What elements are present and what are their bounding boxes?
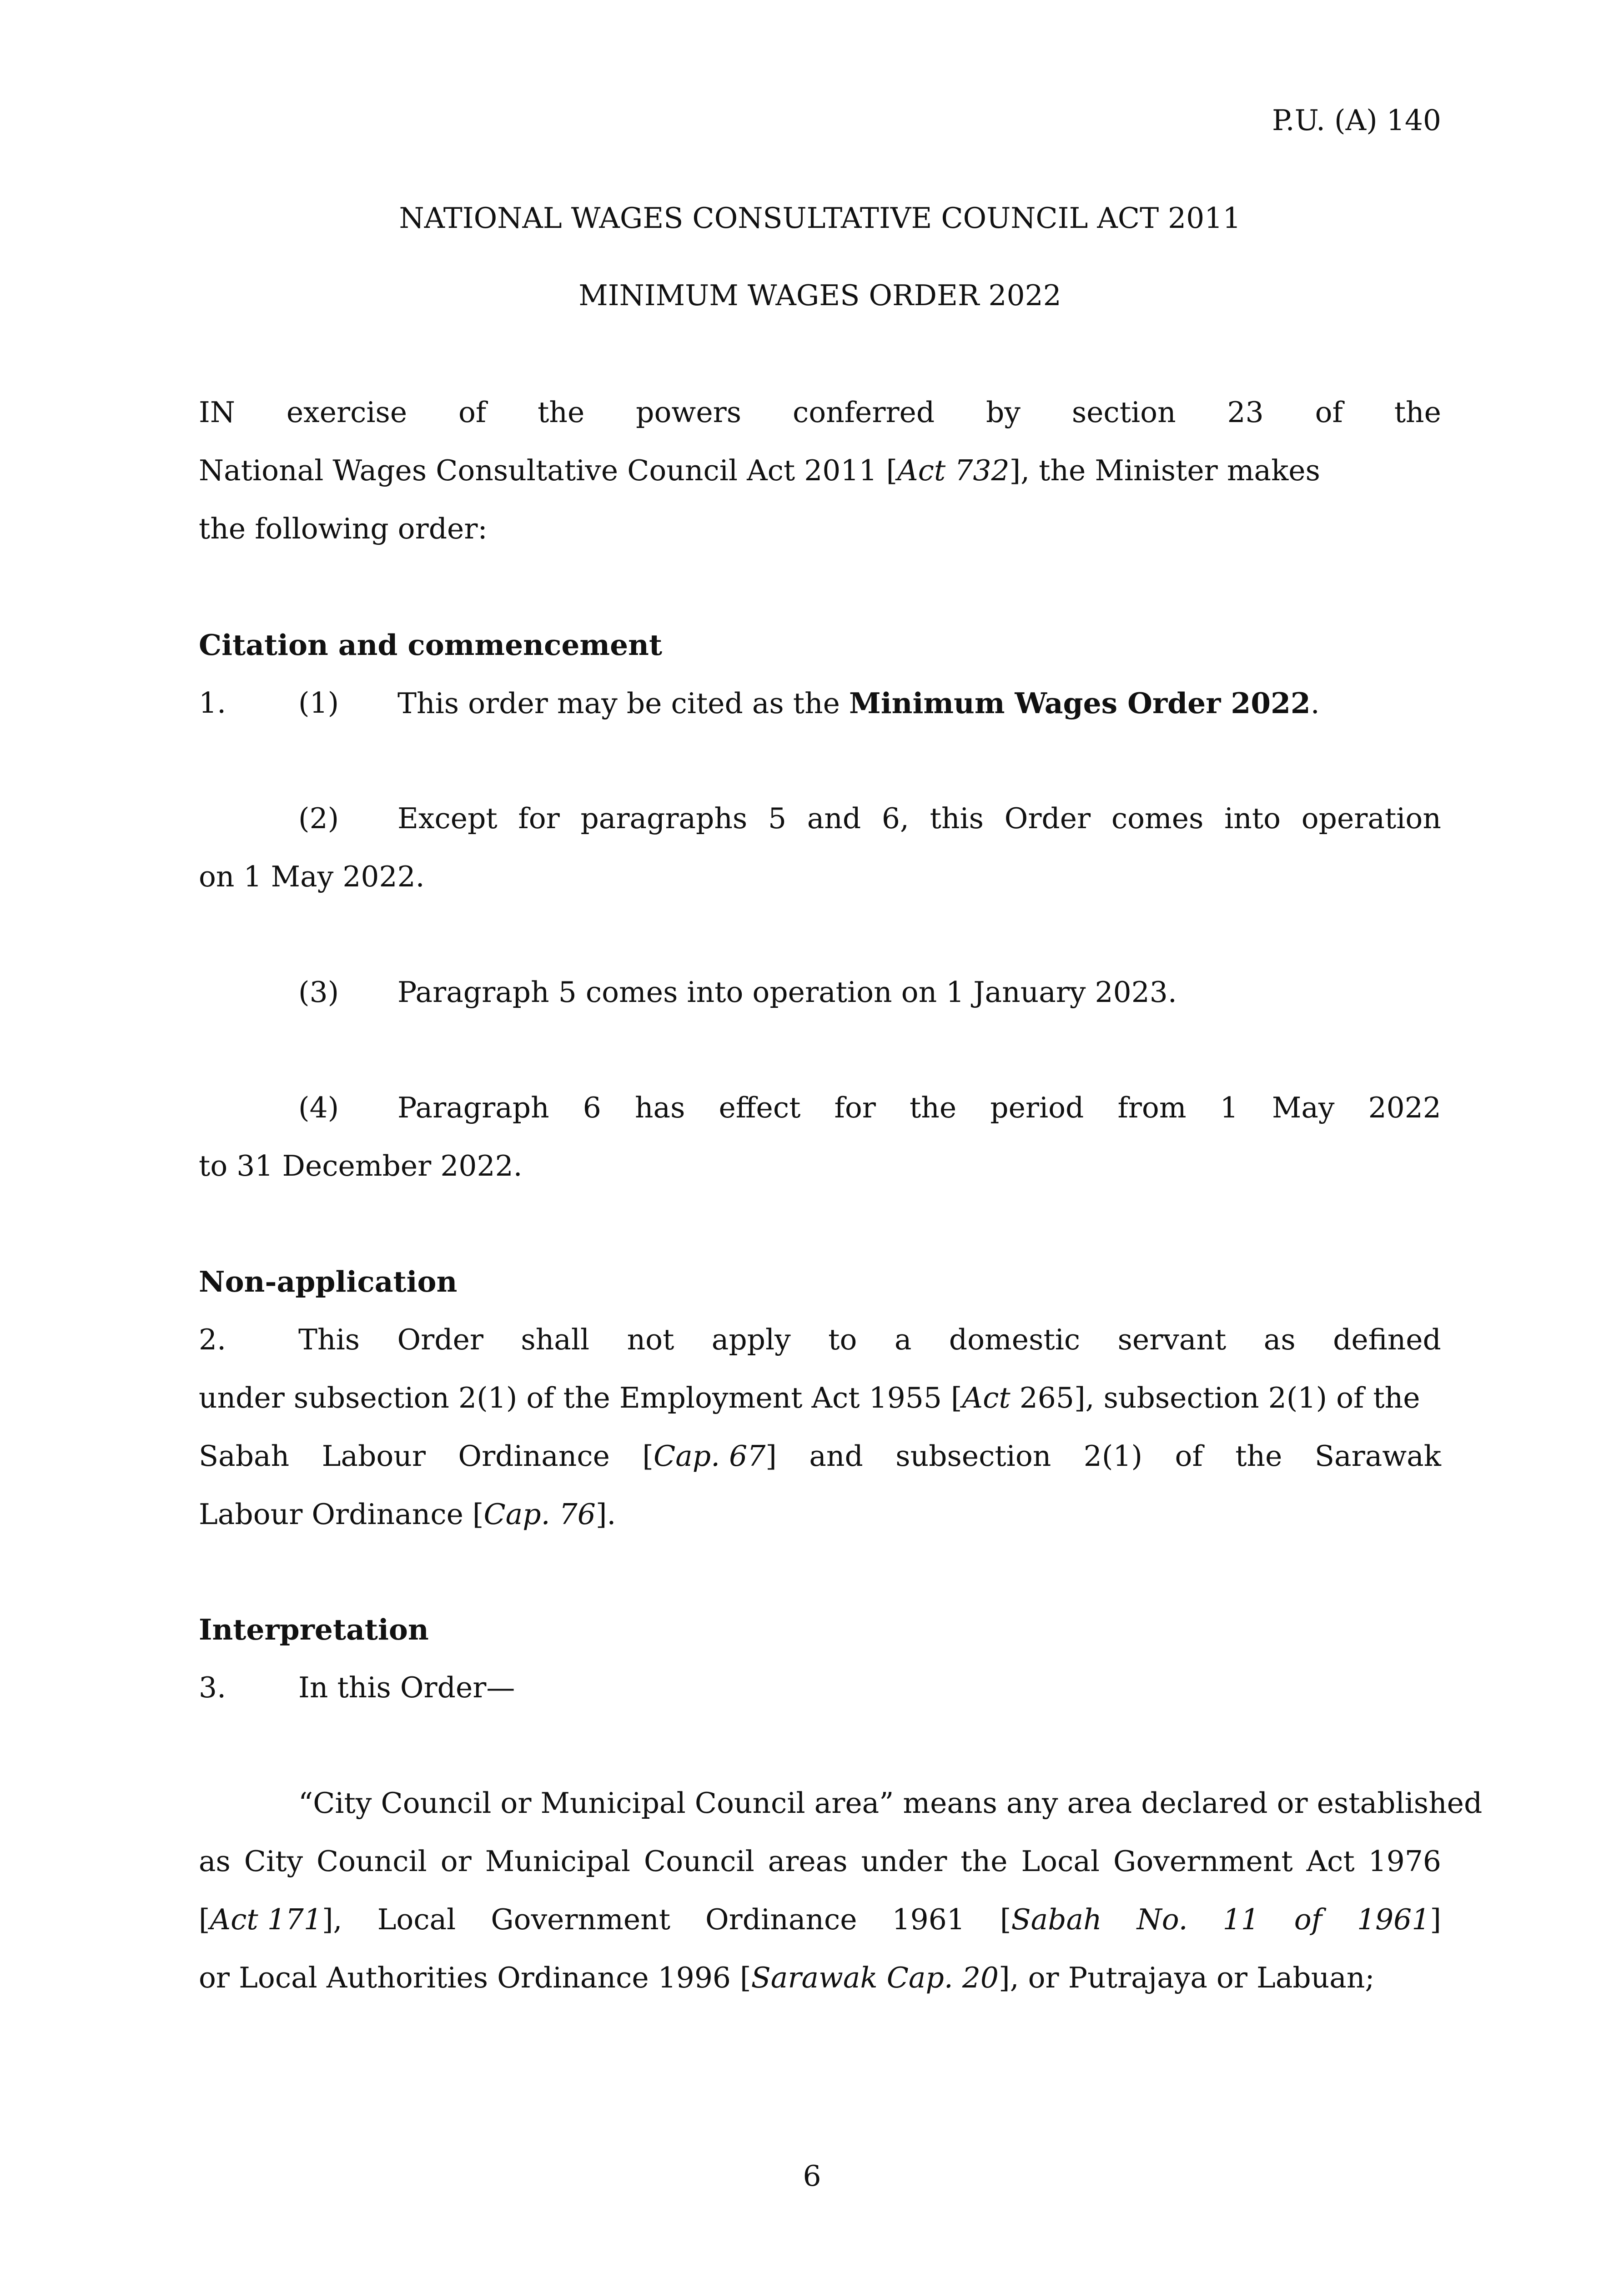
preamble-line-1 [199,383,1441,442]
italic-reference: Act 171 [210,1903,322,1936]
page-number: 6 [803,2159,821,2193]
section-1 [199,616,1441,732]
word: IN [199,396,236,429]
definition-line: “City Council or Municipal Council area” means any area declared or established [298,1786,1483,1820]
word: shall [521,1323,590,1356]
word: the [909,1091,957,1124]
section-number: 1. [199,686,226,719]
word: 6 [583,1091,601,1124]
definition-city-council [199,1774,1483,2007]
definition-line [199,1891,1441,1949]
section-1-sub-2 [199,790,1441,906]
word: Government [491,1903,671,1936]
word: to [828,1323,857,1356]
section-1-sub-3 [199,963,1441,1021]
word: Ordinance [458,1439,610,1473]
section-2 [199,1253,1441,1544]
section-heading: Interpretation [199,1613,429,1646]
word: 2022 [1368,1091,1441,1124]
act-title: NATIONAL WAGES CONSULTATIVE COUNCIL ACT 2011 [399,201,1241,235]
word: of [1294,1903,1322,1936]
subsection-line: to 31 December 2022. [199,1149,523,1182]
word: Municipal [485,1845,630,1878]
word: 1961 [892,1903,965,1936]
word: Order [1004,802,1091,835]
word: effect [719,1091,801,1124]
word: by [986,396,1021,429]
word: [Cap. 67] [642,1439,777,1473]
word: [Sabah [1000,1903,1102,1936]
subsection-line: on 1 May 2022. [199,860,425,893]
word: into [1224,802,1281,835]
paragraph-line [199,1427,1441,1485]
preamble-line-2: National Wages Consultative Council Act 2011 [Act 732], the Minister makes [199,454,1320,487]
word: Ordinance [705,1903,857,1936]
word: Paragraph [397,1091,549,1124]
word: exercise [286,396,407,429]
word: paragraphs [580,802,748,835]
word: of [1315,396,1343,429]
italic-reference: Cap. 67 [653,1439,766,1473]
word: and [807,802,861,835]
definition-line: or Local Authorities Ordinance 1996 [Sarawak Cap. 20], or Putrajaya or Labuan; [199,1961,1375,1994]
preamble [199,383,1441,558]
word: has [634,1091,685,1124]
section-number: 2. [199,1323,226,1356]
word: 1 [1220,1091,1238,1124]
word: and [809,1439,863,1473]
word: period [990,1091,1084,1124]
section-number: 3. [199,1671,226,1704]
word: comes [1111,802,1204,835]
paragraph-line [298,1311,1441,1369]
word: 2(1) [1083,1439,1143,1473]
section-1-sub-4 [199,1079,1441,1195]
word: of [1175,1439,1203,1473]
word: City [244,1845,303,1878]
word: Council [644,1845,754,1878]
word: domestic [949,1323,1081,1356]
word: defined [1333,1323,1441,1356]
word: 11 [1222,1903,1259,1936]
section-heading: Non-application [199,1265,458,1298]
word: [Act 171], [199,1903,342,1936]
word: for [518,802,560,835]
word: operation [1301,802,1441,835]
subsection-number: (2) [298,802,339,835]
subsection-line [397,790,1441,848]
word: as [1263,1323,1296,1356]
word: apply [711,1323,791,1356]
reference-number: P.U. (A) 140 [1272,104,1441,137]
paragraph-line: under subsection 2(1) of the Employment Act 1955 [Act 265], subsection 2(1) of the [199,1381,1420,1414]
order-title: MINIMUM WAGES ORDER 2022 [578,279,1061,312]
word: the [960,1845,1008,1878]
subsection-line [397,1079,1441,1137]
subsection-text: Paragraph 5 comes into operation on 1 January 2023. [397,976,1177,1009]
paragraph-intro: In this Order— [298,1671,515,1704]
word: or [440,1845,472,1878]
word: from [1117,1091,1187,1124]
word: Except [397,802,498,835]
word: areas [768,1845,848,1878]
word: powers [636,396,742,429]
word: 1976 [1368,1845,1441,1878]
word: 6, [881,802,909,835]
word: Act [1306,1845,1355,1878]
word: 1961] [1357,1903,1441,1936]
word: the [538,396,585,429]
word: This [298,1323,360,1356]
word: conferred [792,396,935,429]
word: for [834,1091,876,1124]
preamble-line-3: the following order: [199,512,488,545]
word: Government [1113,1845,1293,1878]
word: No. [1136,1903,1188,1936]
word: Council [316,1845,427,1878]
subsection-number: (4) [298,1091,339,1124]
paragraph-line: Labour Ordinance [Cap. 76]. [199,1498,616,1531]
word: Sabah [199,1439,290,1473]
subsection-number: (3) [298,976,339,1009]
word: Local [1021,1845,1100,1878]
word: Local [377,1903,456,1936]
word: not [627,1323,674,1356]
word: under [861,1845,947,1878]
word: Labour [322,1439,426,1473]
word: May [1272,1091,1335,1124]
section-3 [199,1600,1441,1717]
word: servant [1117,1323,1227,1356]
word: 5 [768,802,787,835]
word: subsection [895,1439,1051,1473]
word: the [1394,396,1441,429]
section-heading: Citation and commencement [199,628,663,662]
definition-line [199,1832,1441,1891]
word: Order [397,1323,483,1356]
word: of [458,396,487,429]
word: this [930,802,984,835]
word: 23 [1227,396,1264,429]
section-1-sub-1: 1. (1) This order may be cited as the Minimum Wages Order 2022. [199,674,1441,732]
word: the [1235,1439,1282,1473]
word: as [199,1845,231,1878]
subsection-number: (1) [298,686,339,719]
word: Sarawak [1314,1439,1441,1473]
word: a [894,1323,912,1356]
word: section [1071,396,1176,429]
